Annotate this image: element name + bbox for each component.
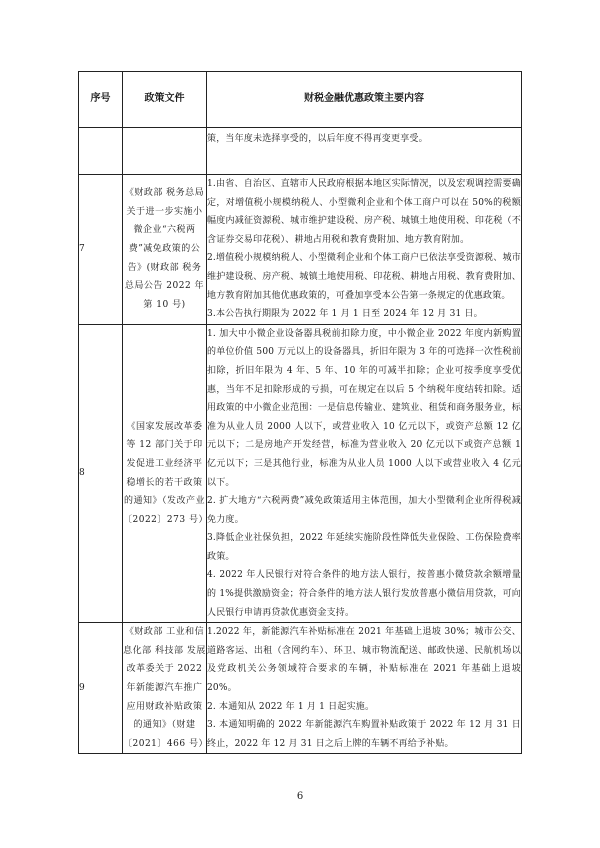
- row-doc: 《国家发展改革委等 12 部门关于印发促进工业经济平稳增长的若干政策的通知》（发改产业〔2022〕273 号）: [123, 324, 207, 623]
- row-content: [207, 623, 522, 754]
- row-no: 9: [79, 623, 123, 754]
- content-paragraph: 3.本公告执行期限为 2022 年 1 月 1 日至 2024 年 12 月 31 日。: [207, 309, 483, 320]
- header-content: 财税金融优惠政策主要内容: [207, 72, 522, 128]
- row-doc: 《财政部 工业和信息化部 科技部 发展改革委关于 2022 年新能源汽车推广应用财政补贴政策的通知》（财建〔2021〕466 号）: [123, 623, 207, 754]
- content-paragraph: 2. 本通知从 2022 年 1 月 1 日起实施。: [207, 701, 375, 712]
- content-paragraph: 4. 2022 年人民银行对符合条件的地方法人银行，按普惠小微贷款余额增量的 1%提供激励资金；符合条件的地方法人银行发放普惠小微信用贷款，可向人民银行申请再贷款优惠资金支持。: [207, 570, 521, 618]
- table-row: [79, 175, 522, 325]
- content-paragraph: 策，当年度未选择享受的，以后年度不得再变更享受。: [207, 134, 428, 144]
- table-row: [79, 128, 522, 175]
- content-paragraph: 1. 加大中小微企业设备器具税前扣除力度，中小微企业 2022 年度内新购置的单位价值 500 万元以上的设备器具，折旧年限为 3 年的可选择一次性税前扣除，折旧年限为 4 年、5 年、10 年的可减半扣除；企业可按季度享受优惠，当年不足扣除形成的亏损，可在规定在以后 5 个纳税年度结转扣除。适用政策的中小微企业范围：一是信息传输业、建筑业、租赁和商务服务业，标准为从业人员 2000 人以下，或营业收入 10 亿元以下，或资产总额 12 亿元以下；二是房地产开发经营，标准为营业收入 20 亿元以下或资产总额 1 亿元以下；三是其他行业，标准为从业人员 1000 人以下或营业收入 4 亿元以下。: [207, 328, 521, 488]
- row-no: 7: [79, 175, 123, 325]
- content-paragraph: 1.由省、自治区、直辖市人民政府根据本地区实际情况，以及宏观调控需要确定，对增值税小规模纳税人、小型微利企业和个体工商户可以在 50%的税额幅度内减征资源税、城市维护建设税、房产税、城镇土地使用税、印花税（不含证券交易印花税）、耕地占用税和教育费附加、地方教育附加。: [207, 179, 521, 245]
- content-paragraph: 1.2022 年，新能源汽车补贴标准在 2021 年基础上退坡 30%；城市公交、道路客运、出租（含网约车）、环卫、城市物流配送、邮政快递、民航机场以及党政机关公务领域符合要求的车辆，补贴标准在 2021 年基础上退坡 20%。: [207, 627, 521, 694]
- content-paragraph: 2.增值税小规模纳税人、小型微利企业和个体工商户已依法享受资源税、城市维护建设税、房产税、城镇土地使用税、印花税、耕地占用税、教育费附加、地方教育附加其他优惠政策的，可叠加享受本公告第一条规定的优惠政策。: [207, 253, 521, 301]
- table-header-row: [79, 72, 522, 128]
- row-doc: [123, 128, 207, 175]
- table-row: [79, 623, 522, 754]
- policy-table: [78, 71, 522, 754]
- row-content: [207, 175, 522, 325]
- row-no: 8: [79, 324, 123, 623]
- content-paragraph: 3. 本通知明确的 2022 年新能源汽车购置补贴政策于 2022 年 12 月 31 日终止，2022 年 12 月 31 日之后上牌的车辆不再给予补贴。: [207, 720, 521, 749]
- header-no: 序号: [79, 72, 123, 128]
- row-no: [79, 128, 123, 175]
- row-content: [207, 324, 522, 623]
- row-content: [207, 128, 522, 175]
- row-doc: 《财政部 税务总局关于进一步实施小微企业“六税两费”减免政策的公告》(财政部 税务总局公告 2022 年第 10 号): [123, 175, 207, 325]
- header-policy-doc: 政策文件: [123, 72, 207, 128]
- table-row: [79, 324, 522, 623]
- content-paragraph: 3.降低企业社保负担，2022 年延续实施阶段性降低失业保险、工伤保险费率政策。: [207, 533, 521, 562]
- content-paragraph: 2. 扩大地方“六税两费”减免政策适用主体范围，加大小型微利企业所得税减免力度。: [207, 496, 521, 525]
- page-number: 6: [296, 791, 304, 802]
